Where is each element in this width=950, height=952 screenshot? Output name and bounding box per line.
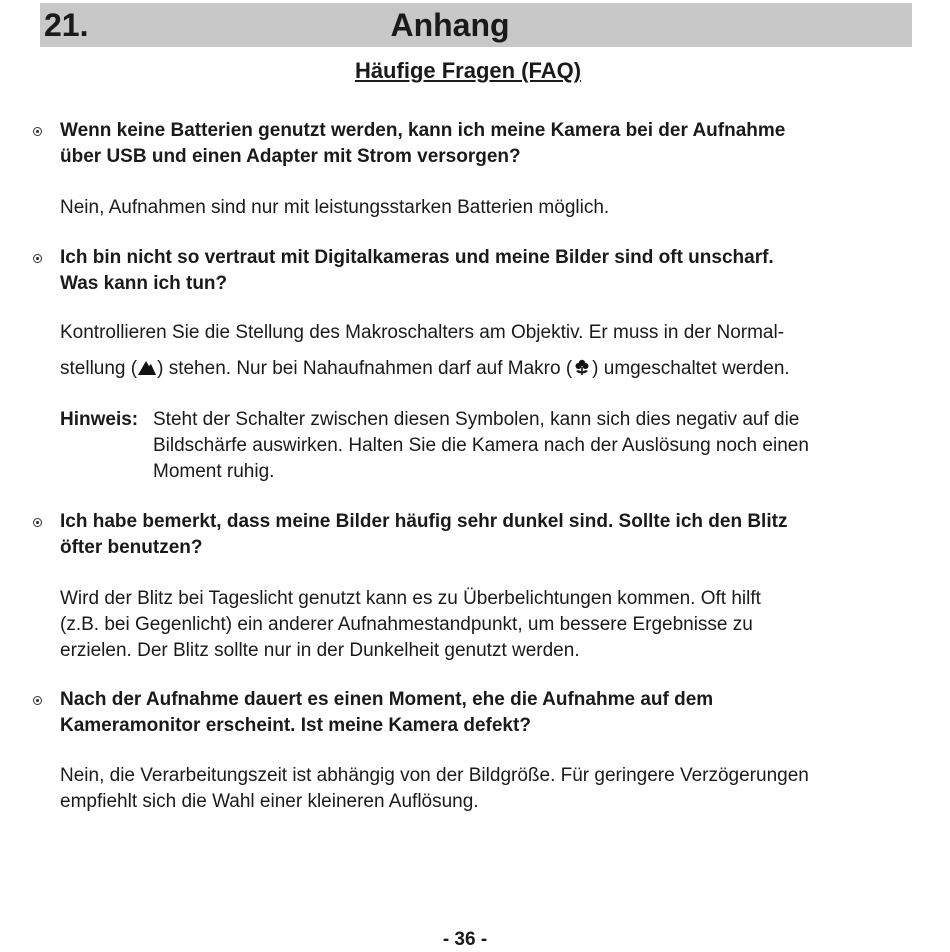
bullet-icon (33, 127, 42, 136)
chapter-number: 21. (44, 7, 89, 43)
bullet-icon (33, 518, 42, 527)
question-line: Ich habe bemerkt, dass meine Bilder häufig sehr dunkel sind. Sollte ich den Blitz (60, 511, 788, 532)
answer-line: empfiehlt sich die Wahl einer kleineren Auflösung. (60, 791, 479, 812)
answer-text: ) umgeschaltet werden. (592, 358, 790, 379)
faq-answer (60, 586, 930, 664)
question-line: Kameramonitor erscheint. Ist meine Kamera defekt? (60, 715, 531, 736)
faq-question (60, 509, 920, 561)
faq-answer (60, 763, 930, 815)
note-text (153, 407, 923, 485)
faq-answer (60, 195, 930, 221)
answer-text: stellung ( (60, 358, 138, 379)
answer-line: Wird der Blitz bei Tageslicht genutzt kann es zu Überbelichtungen kommen. Oft hilft (60, 588, 761, 609)
faq-question (60, 118, 920, 170)
note-line: Bildschärfe auswirken. Halten Sie die Kamera nach der Auslösung noch einen (153, 435, 809, 456)
mountain-icon (137, 357, 157, 377)
note-line: Steht der Schalter zwischen diesen Symbolen, kann sich dies negativ auf die (153, 409, 800, 430)
question-line: Was kann ich tun? (60, 273, 228, 294)
page-subtitle: Häufige Fragen (FAQ) (354, 58, 582, 83)
note-label: Hinweis: (60, 409, 139, 430)
note-line: Moment ruhig. (153, 461, 275, 482)
answer-text: ) stehen. Nur bei Nahaufnahmen darf auf Makro ( (157, 358, 573, 379)
question-line: Nach der Aufnahme dauert es einen Moment, ehe die Aufnahme auf dem (60, 689, 714, 710)
answer-line: erzielen. Der Blitz sollte nur in der Dunkelheit genutzt werden. (60, 640, 580, 661)
answer-line (60, 356, 930, 382)
question-line: öfter benutzen? (60, 537, 203, 558)
flower-icon (572, 357, 592, 377)
chapter-header (40, 3, 912, 47)
page-number: - 36 - (442, 929, 488, 950)
bullet-icon (33, 254, 42, 263)
answer-line: (z.B. bei Gegenlicht) ein anderer Aufnahmestandpunkt, um bessere Ergebnisse zu (60, 614, 753, 635)
faq-question (60, 245, 920, 297)
answer-line: Nein, die Verarbeitungszeit ist abhängig von der Bildgröße. Für geringere Verzögerungen (60, 765, 809, 786)
question-line: Ich bin nicht so vertraut mit Digitalkameras und meine Bilder sind oft unscharf. (60, 247, 774, 268)
answer-line: Nein, Aufnahmen sind nur mit leistungsstarken Batterien möglich. (60, 197, 610, 218)
question-line: Wenn keine Batterien genutzt werden, kann ich meine Kamera bei der Aufnahme (60, 120, 786, 141)
bullet-icon (33, 696, 42, 705)
answer-line: Kontrollieren Sie die Stellung des Makroschalters am Objektiv. Er muss in der Normal- (60, 322, 785, 343)
chapter-title: Anhang (390, 7, 510, 43)
faq-question (60, 687, 920, 739)
question-line: über USB und einen Adapter mit Strom versorgen? (60, 146, 521, 167)
faq-answer (60, 320, 930, 382)
